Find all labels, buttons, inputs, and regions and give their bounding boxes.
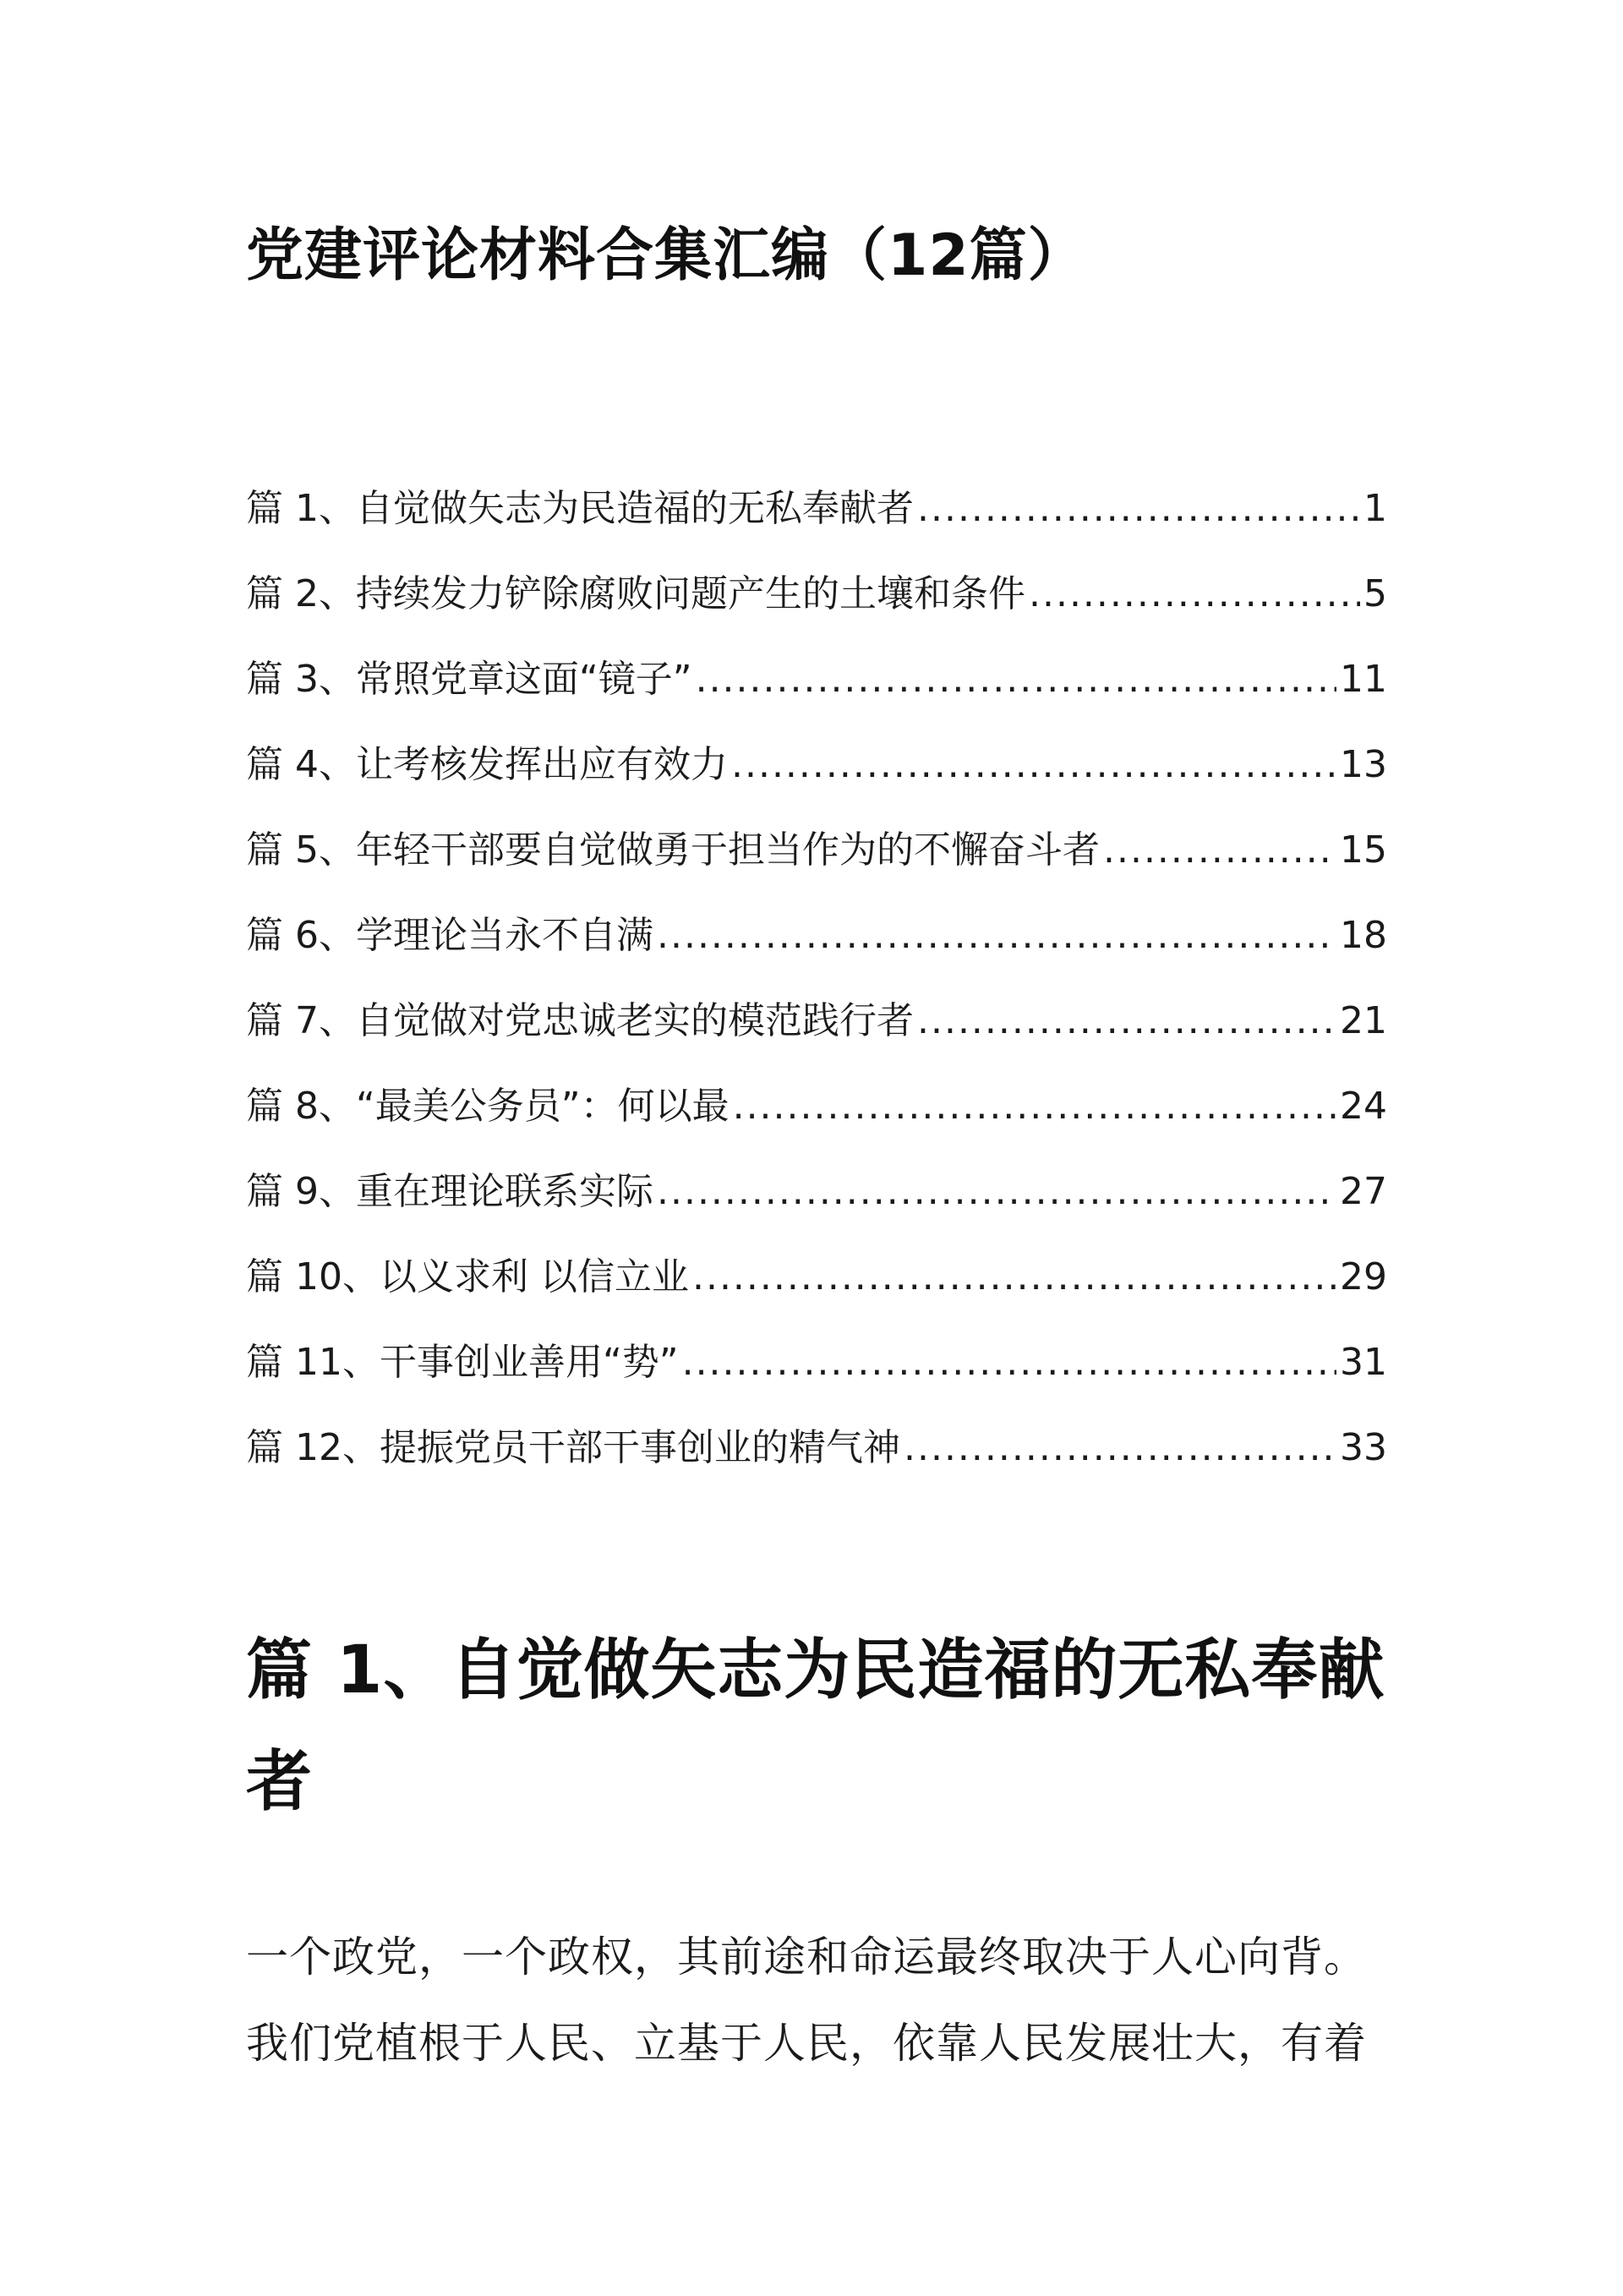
toc-dot-leader <box>917 984 1336 1058</box>
toc-entry-label: 篇 4、让考核发挥出应有效力 <box>246 743 728 786</box>
toc-dot-leader <box>1103 813 1336 888</box>
body-text-line: 一个政党，一个政权，其前途和命运最终取决于人心向背。 <box>246 1932 1367 1982</box>
toc-page-number: 27 <box>1340 1170 1387 1213</box>
toc-entry-label: 篇 5、年轻干部要自觉做勇于担当作为的不懈奋斗者 <box>246 828 1100 872</box>
toc-entry-label: 篇 11、干事创业善用“势” <box>246 1341 679 1384</box>
toc-dot-leader <box>731 728 1336 802</box>
toc-page-number: 31 <box>1340 1341 1387 1384</box>
toc-dot-leader <box>696 642 1336 717</box>
toc-entry-label: 篇 10、以义求利 以信立业 <box>246 1255 689 1298</box>
toc-page-number: 15 <box>1340 828 1387 872</box>
table-of-contents <box>246 472 1387 1496</box>
toc-entry-label: 篇 7、自觉做对党忠诚老实的模范践行者 <box>246 999 914 1042</box>
toc-entry[interactable] <box>246 1411 1387 1496</box>
toc-entry-label: 篇 12、提振党员干部干事创业的精气神 <box>246 1426 900 1469</box>
toc-page-number: 13 <box>1340 743 1387 786</box>
toc-dot-leader <box>1029 557 1360 631</box>
toc-entry[interactable] <box>246 472 1387 557</box>
toc-entry-label: 篇 2、持续发力铲除腐败问题产生的土壤和条件 <box>246 572 1025 615</box>
toc-page-number: 29 <box>1340 1255 1387 1298</box>
section-heading-line: 者 <box>246 1744 314 1820</box>
toc-page-number: 5 <box>1363 572 1387 615</box>
toc-page-number: 18 <box>1340 914 1387 957</box>
toc-entry-label: 篇 8、“最美公务员”：何以最 <box>246 1085 730 1128</box>
toc-entry[interactable] <box>246 1155 1387 1240</box>
toc-dot-leader <box>904 1411 1336 1485</box>
toc-dot-leader <box>692 1240 1336 1315</box>
toc-page-number: 24 <box>1340 1085 1387 1128</box>
toc-entry[interactable] <box>246 899 1387 984</box>
toc-entry[interactable] <box>246 728 1387 813</box>
toc-entry[interactable] <box>246 813 1387 899</box>
toc-entry[interactable] <box>246 1069 1387 1155</box>
toc-entry-label: 篇 9、重在理论联系实际 <box>246 1170 653 1213</box>
toc-entry[interactable] <box>246 984 1387 1069</box>
section-heading <box>246 1615 1396 1838</box>
body-paragraph <box>246 1914 1387 2086</box>
toc-page-number: 33 <box>1340 1426 1387 1469</box>
toc-entry[interactable] <box>246 557 1387 642</box>
body-text-line: 我们党植根于人民、立基于人民，依靠人民发展壮大，有着 <box>246 2019 1367 2068</box>
toc-page-number: 1 <box>1363 487 1387 530</box>
toc-dot-leader <box>733 1069 1336 1144</box>
toc-dot-leader <box>917 472 1360 546</box>
document-title: 党建评论材料合集汇编（12篇） <box>246 222 1086 289</box>
toc-dot-leader <box>657 899 1336 973</box>
toc-entry-label: 篇 6、学理论当永不自满 <box>246 914 653 957</box>
toc-entry[interactable] <box>246 642 1387 728</box>
toc-dot-leader <box>657 1155 1336 1229</box>
toc-entry[interactable] <box>246 1326 1387 1411</box>
section-heading-line: 篇 1、自觉做矢志为民造福的无私奉献 <box>246 1632 1385 1708</box>
toc-entry[interactable] <box>246 1240 1387 1326</box>
toc-dot-leader <box>682 1326 1336 1400</box>
toc-entry-label: 篇 1、自觉做矢志为民造福的无私奉献者 <box>246 487 914 530</box>
toc-entry-label: 篇 3、常照党章这面“镜子” <box>246 658 692 701</box>
toc-page-number: 21 <box>1340 999 1387 1042</box>
toc-page-number: 11 <box>1340 658 1387 701</box>
